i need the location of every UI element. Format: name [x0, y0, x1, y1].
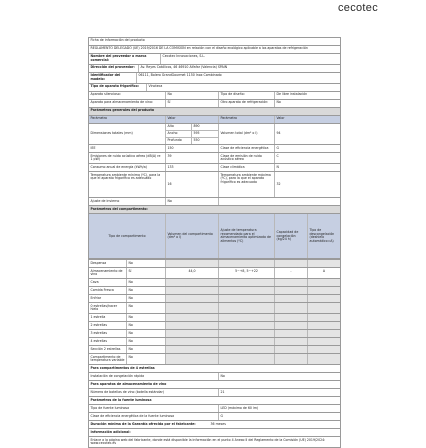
- compartment-row: [88, 330, 341, 338]
- supplier-label: Nombre del proveedor o marca comercial:: [89, 54, 161, 64]
- light-header-row: [88, 397, 341, 405]
- general-parameters-title: Parámetros generales del producto: [90, 108, 155, 113]
- compartment-freeze: [275, 354, 308, 364]
- compartment-temp: [219, 279, 275, 286]
- compartment-name: Sección 2 estrellas: [89, 346, 127, 353]
- compartment-present: No: [127, 330, 166, 337]
- wine-header-row: [88, 381, 341, 389]
- compartment-volume: 44,0: [166, 268, 219, 278]
- compartment-freeze: [275, 338, 308, 345]
- consumption-row: [88, 164, 341, 172]
- compartment-defrost: [308, 330, 340, 337]
- compartment-freeze: [275, 314, 308, 321]
- iee-value: 150: [166, 145, 219, 152]
- compartment-volume: [166, 338, 219, 345]
- consumption-value: 133: [166, 164, 219, 171]
- compartment-defrost: [308, 295, 340, 302]
- compartment-temp: [219, 287, 275, 294]
- compartment-temp: [219, 346, 275, 353]
- light-type-value: LED (máximo de 60 lm): [220, 405, 259, 410]
- light-header: Parámetros de la fuente luminosa: [90, 397, 152, 402]
- compartment-temp: [219, 322, 275, 329]
- low-noise-label: Aparato silencioso:: [89, 92, 166, 99]
- model-label: Identificador del modelo:: [89, 73, 137, 83]
- height-label: Alto: [166, 124, 192, 130]
- consumption-label: Consumo anual de energía (kWh/a): [89, 164, 166, 171]
- bottles-label: Número de botellas de vino (botella estándar): [89, 389, 219, 396]
- dimensions-row: [88, 124, 341, 146]
- compartment-name: 0 estrellas/hacer hielo: [89, 303, 127, 313]
- other-appliance-value: No: [276, 100, 281, 105]
- compartment-defrost: [308, 260, 340, 267]
- four-star-header-row: [88, 365, 341, 373]
- col-param-2: Parámetro: [219, 116, 275, 123]
- max-temp-label: Temperatura ambiente máxima (ºC), para la que el aparato frigorífico es adecuado: [219, 172, 275, 197]
- compartment-defrost: [308, 303, 340, 313]
- compartment-name: 1 estrella: [89, 314, 127, 321]
- width-value: 595: [193, 131, 200, 136]
- compartment-name: Comida Fresca: [89, 287, 127, 294]
- winter-empty: [219, 198, 340, 205]
- fast-freeze-row: [88, 373, 341, 381]
- compartment-freeze: [275, 260, 308, 267]
- min-temp-label: Temperatura ambiente mínima (ºC), para la que el aparato frigorífico es adecuado: [89, 172, 166, 197]
- noise-label: Emisiones de ruido acústico aéreo (dB(A) re 1 pW): [89, 153, 166, 163]
- winter-row: [88, 198, 341, 206]
- extra-info-row: [88, 429, 341, 437]
- sheet-title: Ficha de información del producto: [90, 38, 145, 43]
- noise-class-label: Clase de emisión de ruido acústico aéreo: [219, 153, 275, 163]
- compartment-temp: [219, 338, 275, 345]
- warranty-label: Duración mínima de la Garantía ofrecida por el fabricante:: [90, 421, 196, 426]
- total-volume-label: Volumen total (dm³ o l): [219, 124, 275, 145]
- model-row: [88, 73, 341, 84]
- climate-class-value: N: [276, 164, 279, 169]
- compartment-volume: [166, 354, 219, 364]
- compartment-row: [88, 287, 341, 295]
- col-param-1: Parámetro: [89, 116, 166, 123]
- total-volume-value: 94: [276, 131, 281, 136]
- supplier-value: Cecotec Innovaciones, S.L.: [162, 54, 206, 59]
- light-type-label: Tipo de fuente luminosa: [89, 405, 219, 412]
- compartment-name: Almacenamiento de vino: [89, 268, 127, 278]
- iee-label: IEE: [89, 145, 166, 152]
- extra-info-label: Información adicional:: [90, 429, 131, 434]
- compartment-volume: [166, 346, 219, 353]
- compartment-row: [88, 279, 341, 287]
- light-class-label: Clase de eficiencia energética de la fuente luminosa: [89, 413, 219, 420]
- general-parameters-columns: [88, 116, 341, 124]
- comp-col-defrost: Tipo de descongelación (deshielo automático=A): [309, 227, 335, 244]
- address-label: Dirección del proveedor:: [89, 65, 139, 72]
- design-type-value: De libre instalación: [276, 92, 308, 97]
- model-value: 06111, Bolero GrandGourmet 1150 Inox Combinado: [138, 73, 222, 78]
- compartment-name: 3 estrellas: [89, 330, 127, 337]
- link-row: [88, 437, 341, 448]
- compartment-defrost: [308, 338, 340, 345]
- compartment-defrost: [308, 287, 340, 294]
- winter-label: Ajuste de invierno: [89, 198, 166, 205]
- winter-value: No: [166, 198, 219, 205]
- compartment-present: No: [127, 279, 166, 286]
- compartment-row: [88, 322, 341, 330]
- ambient-temp-row: [88, 172, 341, 198]
- compartment-present: No: [127, 338, 166, 345]
- compartment-defrost: [308, 354, 340, 364]
- appliance-type-row: [88, 84, 341, 92]
- compartment-row: [88, 303, 341, 314]
- regulation-text: REGLAMENTO DELEGADO (UE) 2019/2016 DE LA COMISIÓN en relación con el diseño ecológico aplicable a los aparatos de refrigeración: [90, 46, 308, 51]
- compartment-present: No: [127, 260, 166, 267]
- link-cell: [89, 437, 340, 447]
- comp-col-temp: Ajuste de temperatura recomendado para el almacenamiento optimizado de alimentos (ºC): [219, 214, 275, 258]
- sheet-title-row: [88, 37, 341, 46]
- compartment-volume: [166, 303, 219, 313]
- compartment-present: Sí: [127, 268, 166, 278]
- compartment-temp: 5~+8, 5~+22: [219, 268, 275, 278]
- compartment-name: 2 estrellas: [89, 322, 127, 329]
- compartment-volume: [166, 260, 219, 267]
- compartment-defrost: A: [322, 268, 326, 273]
- compartment-row: [88, 259, 341, 268]
- compartment-present: No: [127, 322, 166, 329]
- compartment-row: [88, 295, 341, 303]
- compartment-freeze: [275, 330, 308, 337]
- compartment-row: [88, 268, 341, 279]
- compartment-freeze: [275, 303, 308, 313]
- brand-logo: cecotec: [337, 2, 378, 14]
- iee-row: [88, 145, 341, 153]
- compartment-volume: [166, 322, 219, 329]
- compartment-present: No: [127, 295, 166, 302]
- compartment-parameters-title: Parámetros del compartimento:: [90, 206, 148, 211]
- light-class-row: [88, 413, 341, 421]
- comp-col-type: Tipo de compartimento: [89, 214, 166, 258]
- compartment-name: Compartimento de temperatura variable: [89, 354, 127, 364]
- appliance-type-label: Tipo de aparato frigorífico:: [89, 84, 147, 91]
- compartment-present: No: [127, 346, 166, 353]
- compartment-present: No: [127, 314, 166, 321]
- compartment-present: No: [127, 287, 166, 294]
- compartment-freeze: [275, 346, 308, 353]
- compartment-defrost: [308, 346, 340, 353]
- col-value-2: Valor: [276, 116, 285, 121]
- compartment-name: 4 estrellas: [89, 338, 127, 345]
- compartment-row: [88, 314, 341, 322]
- compartment-row: [88, 338, 341, 346]
- compartment-volume: [166, 314, 219, 321]
- fast-freeze-label: Instalación de congelación rápida: [89, 373, 219, 380]
- compartment-parameters-header: [88, 206, 341, 214]
- compartment-name: Despensa: [89, 260, 127, 267]
- compartment-present: No: [127, 303, 166, 313]
- low-noise-value: No: [166, 92, 219, 99]
- col-value-1: Valor: [166, 116, 219, 123]
- bottles-value: 21: [220, 389, 225, 394]
- compartment-temp: [219, 303, 275, 313]
- noise-row: [88, 153, 341, 164]
- noise-class-value: C: [276, 153, 279, 158]
- compartment-defrost: [308, 279, 340, 286]
- compartment-volume: [166, 287, 219, 294]
- compartment-name: Cava: [89, 279, 127, 286]
- compartment-freeze: -: [275, 268, 308, 278]
- compartment-present: No: [127, 354, 166, 364]
- comp-col-freeze: Capacidad de congelación (kg/24 h): [275, 214, 308, 258]
- product-information-sheet: [88, 37, 341, 448]
- compartment-freeze: [275, 287, 308, 294]
- dimensions-values: [166, 124, 219, 145]
- compartment-freeze: [275, 322, 308, 329]
- wine-storage-label: Aparato para almacenamiento de vino:: [89, 100, 166, 107]
- compartment-defrost: [308, 322, 340, 329]
- four-star-header: Para compartimentos de 4 estrellas: [90, 365, 155, 370]
- appliance-type-value: Vinoteca: [148, 84, 163, 89]
- general-parameters-header: [88, 108, 341, 116]
- compartment-temp: [219, 354, 275, 364]
- dimensions-label: Dimensiones totales (mm): [89, 124, 166, 145]
- compartment-temp: [219, 314, 275, 321]
- compartment-row: [88, 346, 341, 354]
- light-class-value: G: [220, 413, 223, 418]
- height-value: 890: [193, 124, 200, 129]
- wine-storage-row: [88, 100, 341, 108]
- climate-class-label: Clase climática: [219, 164, 275, 171]
- design-type-label: Tipo de diseño:: [219, 92, 275, 99]
- energy-class-label: Clase de eficiencia energética: [219, 145, 275, 152]
- compartment-freeze: [275, 279, 308, 286]
- address-row: [88, 65, 341, 73]
- regulation-row: [88, 46, 341, 54]
- width-label: Ancho: [166, 131, 192, 137]
- compartment-volume: [166, 279, 219, 286]
- compartment-volume: [166, 330, 219, 337]
- other-appliance-label: Otro aparato de refrigeración:: [219, 100, 275, 107]
- address-value: Av. Reyes Católicos, 46 46910 Alfafar (Valencia) SPAIN: [140, 65, 228, 70]
- bottles-row: [88, 389, 341, 397]
- warranty-row: [88, 421, 341, 429]
- compartment-name: Enfriar: [89, 295, 127, 302]
- depth-value: 550: [193, 138, 200, 143]
- wine-header: Para aparatos de almacenamiento de vino: [90, 381, 167, 386]
- compartment-temp: [219, 260, 275, 267]
- low-noise-row: [88, 92, 341, 100]
- compartment-row: [88, 354, 341, 365]
- depth-label: Profundo: [166, 138, 192, 144]
- max-temp-value: 32: [276, 182, 281, 187]
- wine-storage-value: Sí: [166, 100, 219, 107]
- link-description: Enlace a la página web del fabricante, donde está disponible la información en el punto 4 Anexo II del Reglamento de la Comisión (UE) 2019/2024:: [90, 437, 326, 442]
- energy-class-value: G: [276, 145, 279, 150]
- compartment-temp: [219, 330, 275, 337]
- compartment-defrost: [308, 314, 340, 321]
- supplier-row: [88, 54, 341, 65]
- light-type-row: [88, 405, 341, 413]
- compartment-columns: [88, 214, 341, 259]
- comp-col-volume: Volumen del compartimento (dm³ o l): [166, 214, 219, 258]
- compartment-rows: [88, 259, 341, 365]
- min-temp-value: 16: [166, 172, 219, 197]
- warranty-value: 36 meses: [210, 421, 226, 426]
- noise-value: 39: [166, 153, 219, 163]
- fast-freeze-value: No: [220, 373, 225, 378]
- website-link[interactable]: www.cecotec.es: [90, 441, 117, 446]
- compartment-freeze: [275, 295, 308, 302]
- compartment-temp: [219, 295, 275, 302]
- compartment-volume: [166, 295, 219, 302]
